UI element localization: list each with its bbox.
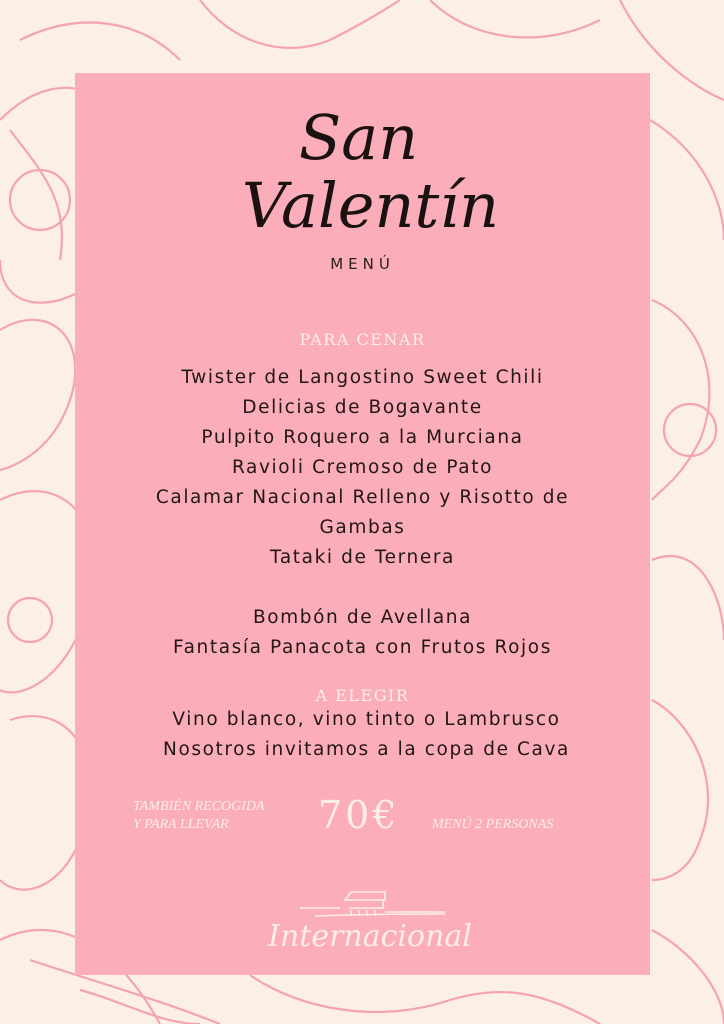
- dinner-list: [75, 363, 650, 573]
- title-line-1: San: [298, 101, 419, 174]
- menu-item: Bombón de Avellana: [252, 607, 473, 628]
- title-line-2: Valentín: [241, 169, 500, 242]
- dessert-list: [75, 603, 650, 663]
- section-heading-dinner: PARA CENAR: [299, 330, 426, 349]
- takeaway-line-1: TAMBIÉN RECOGIDA: [133, 799, 265, 814]
- menu-item: Twister de Langostino Sweet Chili: [181, 367, 544, 388]
- price: 70€: [318, 793, 400, 837]
- takeaway-note: [133, 798, 265, 834]
- logo-text: Internacional: [268, 919, 472, 954]
- internacional-logo: [245, 878, 495, 958]
- menu-item: Delicias de Bogavante: [242, 397, 483, 418]
- menu-item: Pulpito Roquero a la Murciana: [201, 427, 524, 448]
- menu-subtitle: MENÚ: [330, 255, 395, 273]
- menu-item: Gambas: [319, 517, 406, 538]
- takeaway-line-2: Y PARA LLEVAR: [133, 817, 229, 832]
- menu-item: Tataki de Ternera: [270, 547, 455, 568]
- menu-panel: [75, 73, 650, 975]
- menu-item: Nosotros invitamos a la copa de Cava: [163, 739, 570, 760]
- price-note: MENÚ 2 PERSONAS: [432, 817, 554, 832]
- choose-list: [79, 705, 654, 765]
- section-heading-choose: A ELEGIR: [315, 686, 410, 705]
- menu-item: Calamar Nacional Relleno y Risotto de: [155, 487, 570, 508]
- menu-item: Vino blanco, vino tinto o Lambrusco: [172, 709, 561, 730]
- menu-item: Ravioli Cremoso de Pato: [231, 457, 494, 478]
- menu-item: Fantasía Panacota con Frutos Rojos: [173, 637, 552, 658]
